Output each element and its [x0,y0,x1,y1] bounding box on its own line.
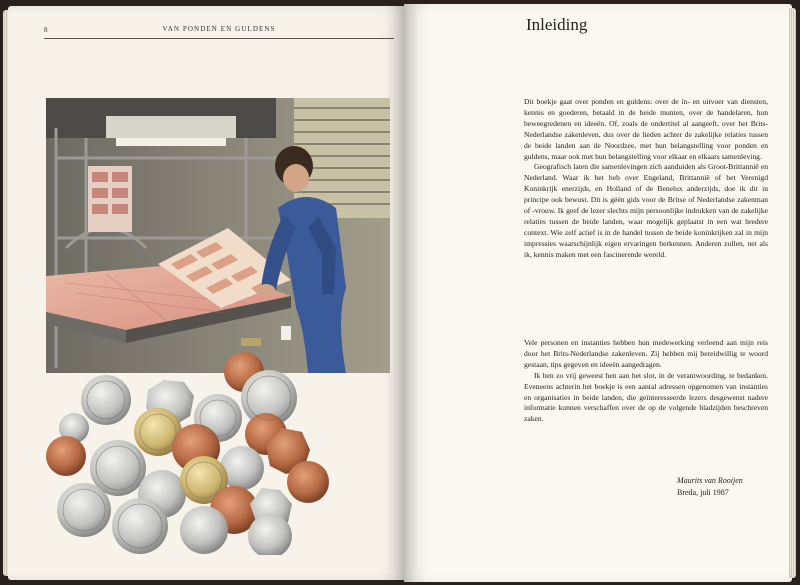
page-number: 8 [44,26,48,34]
body-paragraph: Dit boekje gaat over ponden en guldens: over de in- en uitvoer van diensten, kennis en goederen, betaald in de beide munten, over de handelaren, hun beweegredenen en ideeën. Of, zoals de ondertitel al aangeeft, over het Brits-Nederlandse zakenleven, dus over de lieden achter de zakelijke relaties tussen de beide landen aan de Noordzee, met hun belangstelling voor ponden en guldens, maar ook met hun belangstelling voor elkaar en elkaars samenleving. [524,97,768,161]
coin [46,436,86,476]
lamp-hood [106,116,236,138]
coin [287,461,329,503]
body-paragraph: Geografisch laten die samenlevingen zich aanduiden als Groot-Brittannië en Nederland. Waar ik het heb over Engeland, Brittannië of het Verenigd Koninkrijk enerzijds, en Holland of de Benelux anderzijds, doe ik dit in principe ook bewust. Dit is géén gids voor de Britse of Nederlandse zakenman of -vrouw. Ik geef de lezer slechts mijn persoonlijke indrukken van de zakelijke relaties tussen de beide landen, waar mogelijk geplaatst in een wat bredere context. Wie zelf actief is in de handel tussen de beide koninkrijken zal in mijn impressies waarschijnlijk eigen ervaringen herkennen. Anderen zullen, net als ik, kennis maken met een fascinerende wereld. [524,162,768,259]
body-paragraph: Vele personen en instanties hebben hun medewerking verleend aan mijn reis door het Brits-Nederlandse zakenleven. Zij hebben mij bereidwillig te woord gestaan, tips gegeven en ideeën aangedragen. [524,338,768,369]
coin [81,375,131,425]
body-paragraph: Ik ben zo vrij geweest hen aan het slot, in de verantwoording, te bedanken. Eveneens achterin het boekje is een aantal adressen opgenomen van instanties en organisaties in beide landen, die geïnteresseerde lezers desgewenst nadere informatie kunnen verschaffen over de op de volgende bladzijden beschreven zaken. [524,370,768,424]
printing-press-photo [46,98,390,373]
page-edges-right [789,8,796,578]
coins-image [44,350,334,555]
author-name: Maurits van Rooijen [677,476,743,485]
place-date: Breda, juli 1987 [677,488,729,497]
coins-illustration [44,350,334,555]
body-text-block-2 [524,338,768,425]
chapter-heading: Inleiding [526,15,588,34]
printing-press-illustration [46,98,390,373]
running-title: VAN PONDEN EN GULDENS [162,25,276,33]
running-header [44,24,394,39]
coin [180,506,228,554]
coin [112,498,168,554]
body-text-block-1 [524,97,768,261]
signature-block [677,475,743,499]
coin [57,483,111,537]
